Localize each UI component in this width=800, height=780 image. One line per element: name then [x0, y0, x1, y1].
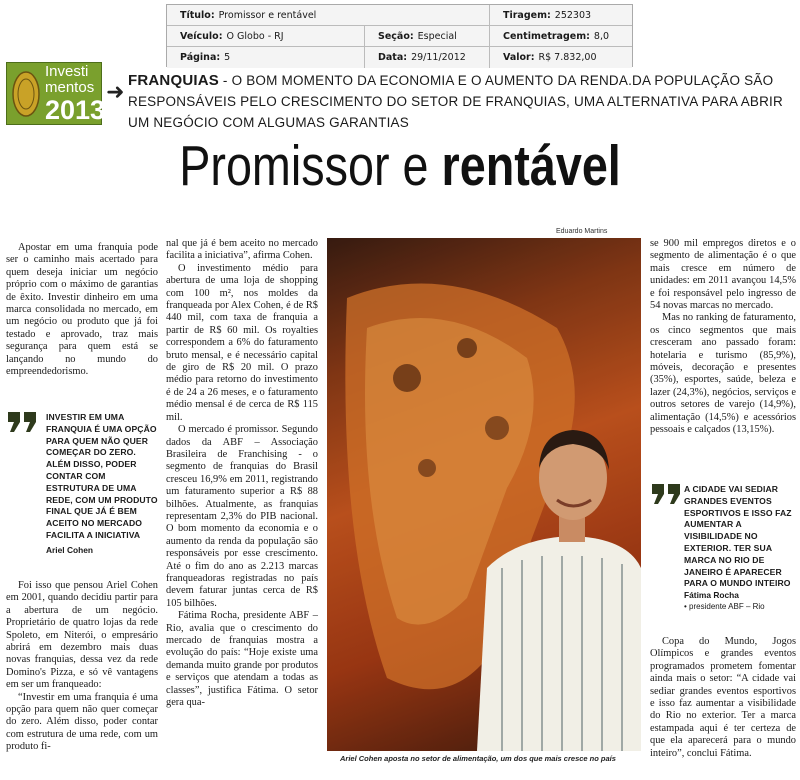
titulo-label: Título:: [180, 9, 215, 21]
article-column-1: [6, 242, 158, 378]
headline-light: Promissor e: [179, 134, 442, 198]
col1-paragraph-3: “Investir em uma franquia é uma opção para quem não quer começar do zero. Além disso, poder contar com estrutura de uma rede, com um produto fi-: [6, 691, 158, 753]
centimetragem-cell: [490, 26, 632, 46]
col2-paragraph-1: nal que já é bem aceito no mercado facilita a iniciativa”, afirma Cohen.: [166, 238, 318, 262]
col2-paragraph-2: O investimento médio para abertura de uma loja de shopping com 100 m², nos moldes da franqueada por Alex Cohen, é de R$ 440 mil, com taxa de franquia a partir de R$ 60 mil. Os royalties correspondem a 6% do faturamento bruto mensal, e é necessário capital de giro de R$ 20 mil. O prazo médio para retorno do investimento é de 24 a 26 meses, e o faturamento médio mensal é de cerca de R$ 115 mil.: [166, 262, 318, 423]
tiragem-value: 252303: [554, 9, 592, 21]
secao-value: Especial: [417, 30, 457, 42]
article-column-3-continued: [650, 636, 796, 760]
kicker: [128, 70, 798, 133]
tiragem-label: Tiragem:: [503, 9, 551, 21]
col3-paragraph-1: se 900 mil empregos diretos e o segmento de alimentação é o que mais cresce em número de unidades: em 2011 avançou 14,5% e foi responsável pelo ingresso de 54 novas marcas no mercado.: [650, 238, 796, 312]
data-label: Data:: [378, 52, 408, 63]
centimetragem-value: 8,0: [593, 30, 610, 42]
article-photo: [327, 238, 641, 751]
quote-mark-icon: [650, 482, 684, 504]
headline: [72, 134, 728, 198]
photo-caption: Ariel Cohen aposta no setor de alimentação, um dos que mais cresce no país: [340, 754, 616, 763]
coin-icon: [12, 69, 40, 119]
pull-quote-1: [6, 410, 158, 560]
pagina-value: 5: [224, 52, 231, 63]
badge-title: Investi mentos: [45, 63, 95, 96]
quote-mark-icon: [6, 410, 40, 432]
titulo-value: Promissor e rentável: [218, 9, 317, 21]
pull-quote-2-text: A CIDADE VAI SEDIAR GRANDES EVENTOS ESPORTIVOS E ISSO FAZ AUMENTAR A VISIBILIDADE NO EXTERIOR. TER SUA MARCA NO RIO DE JANEIRO É APARECER PARA O MUNDO INTEIRO: [684, 484, 792, 589]
photo-credit: Eduardo Martins: [556, 228, 608, 235]
veiculo-label: Veículo:: [180, 30, 223, 42]
veiculo-cell: [167, 26, 365, 46]
valor-value: R$ 7.832,00: [538, 52, 597, 63]
badge-year: 2013: [45, 95, 106, 125]
col1-paragraph-1: Apostar em uma franquia pode ser o caminho mais acertado para quem deseja iniciar um negócio próprio com o máximo de garantias de êxito. Investir dinheiro em uma marca consolidada no mercado, em um negócio ou produto que já foi testado e aprovado, traz mais segurança para quem está se lançando no mundo do empreendedorismo.: [6, 242, 158, 378]
kicker-keyword: FRANQUIAS: [128, 72, 219, 89]
data-cell: [365, 47, 490, 68]
tiragem-cell: [490, 5, 632, 25]
valor-label: Valor:: [503, 52, 535, 63]
secao-label: Seção:: [378, 30, 414, 42]
veiculo-value: O Globo - RJ: [226, 30, 284, 42]
col1-paragraph-2: Foi isso que pensou Ariel Cohen em 2001, quando decidiu partir para a abertura de um negócio. Proprietário de quatro lojas da rede Spoleto, em Niterói, o empresário abrirá em dezembro mais duas novas franquias, dessa vez da rede Domino's Pizza, e só vê vantagens em ser um franqueado:: [6, 580, 158, 691]
col3-paragraph-2: Mas no ranking de faturamento, os cinco segmentos que mais cresceram ano passado foram: hotelaria e turismo (85,9%), móveis, decoração e presentes (35%), esportes, saúde, beleza e lazer (24,3%), negócios, serviços e outros setores de varejo (14,9%), alimentação (14,5%) e acessórios pessoais e calçados (13,15%).: [650, 312, 796, 436]
pull-quote-1-author: Ariel Cohen: [46, 545, 93, 555]
data-value: 29/11/2012: [411, 52, 466, 63]
article-column-3: [650, 238, 796, 437]
pagina-cell: [167, 47, 365, 68]
article-column-1-continued: [6, 580, 158, 754]
pull-quote-2: [650, 482, 796, 622]
article-column-2: [166, 238, 318, 709]
kicker-text: - O BOM MOMENTO DA ECONOMIA E O AUMENTO DA RENDA.DA POPULAÇÃO SÃO RESPONSÁVEIS PELO CRESCIMENTO DO SETOR DE FRANQUIAS, UMA ALTERNATIVA PARA ABRIR UM NEGÓCIO COM ALGUMAS GARANTIAS: [128, 73, 783, 130]
pull-quote-2-author: Fátima Rocha: [684, 590, 739, 600]
photo-illustration: [327, 238, 641, 751]
pagina-label: Página:: [180, 52, 221, 63]
arrow-right-icon: ➜: [106, 80, 125, 105]
clipping-info-table: [166, 4, 633, 67]
col3-paragraph-3: Copa do Mundo, Jogos Olímpicos e grandes eventos programados prometem fomentar ainda mais o setor: “A cidade vai sediar grandes eventos esportivos e isso faz aumentar a visibilidade do Rio no exterior. Ter a marca estampada aqui é ter certeza de que ela aparecerá para o mundo inteiro”, conclui Fátima.: [650, 636, 796, 759]
col2-paragraph-3: O mercado é promissor. Segundo dados da ABF – Associação Brasileira de Franchising - o segmento de franquias do Brasil cresceu 16,9% em 2011, registrando um faturamento superior a R$ 88 bilhões. Atualmente, as franquias representam 2,3% do PIB nacional. O bom momento da economia e o aumento da renda da população são responsáveis por esse crescimento. Até o fim do ano as 2.213 marcas franqueadoras registradas no país devem faturar juntas cerca de R$ 105 bilhões.: [166, 424, 318, 609]
titulo-cell: [167, 5, 490, 25]
valor-cell: [490, 47, 632, 68]
centimetragem-label: Centimetragem:: [503, 30, 590, 42]
col2-paragraph-4: Fátima Rocha, presidente ABF – Rio, avalia que o crescimento do mercado de franquias mostra a evolução do país: “Hoje existe uma demanda muito grande por produtos e serviços que atendam a todas as classes”, justifica Fátima. O setor gera qua-: [166, 610, 318, 709]
headline-bold: rentável: [441, 134, 621, 198]
pull-quote-1-text: INVESTIR EM UMA FRANQUIA É UMA OPÇÃO PARA QUEM NÃO QUER COMEÇAR DO ZERO. ALÉM DISSO, PODER CONTAR COM ESTRUTURA DE UMA REDE, COM UM PRODUTO FINAL QUE JÁ É BEM ACEITO NO MERCADO FACILITA A INICIATIVA: [46, 412, 158, 540]
investimentos-2013-badge: [6, 62, 106, 125]
secao-cell: [365, 26, 490, 46]
pull-quote-2-role: • presidente ABF – Rio: [684, 602, 765, 611]
